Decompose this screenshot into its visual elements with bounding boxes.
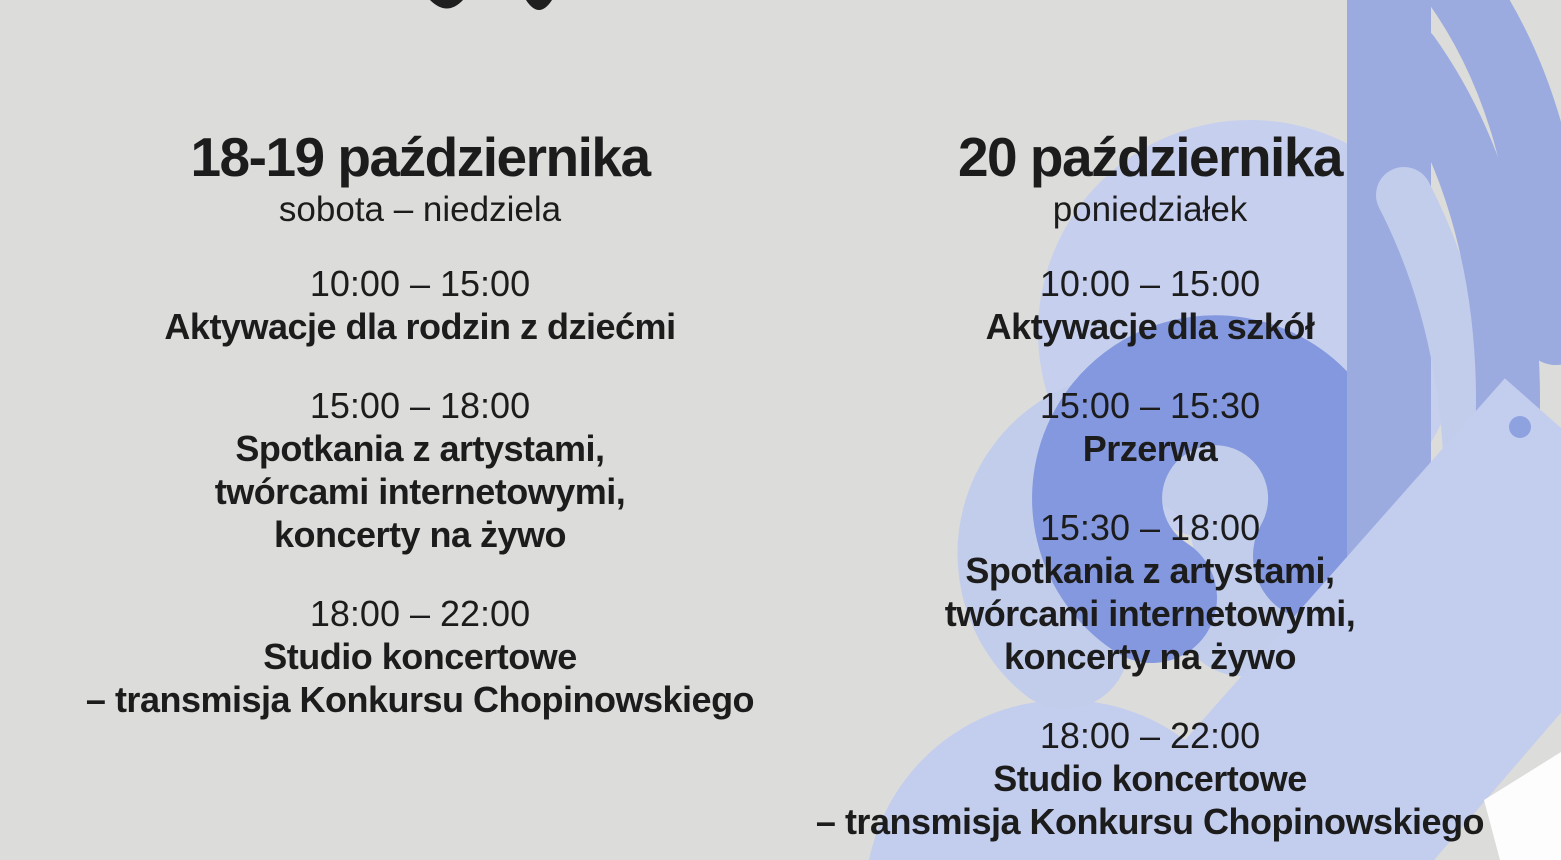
column-title: 18-19 października — [190, 126, 650, 188]
event-title-line: Przerwa — [1082, 428, 1218, 469]
event-title-line: – transmisja Konkursu Chopinowskiego — [815, 801, 1485, 842]
schedule-event — [30, 592, 810, 721]
event-title-line: twórcami internetowymi, — [214, 471, 626, 512]
column-title: 20 października — [957, 126, 1343, 188]
schedule-column-weekend — [30, 126, 810, 757]
event-time: 15:30 – 18:00 — [1039, 507, 1261, 548]
schedule-event — [760, 714, 1540, 843]
event-title-line: Aktywacje dla rodzin z dziećmi — [164, 306, 676, 347]
event-title-line: twórcami internetowymi, — [944, 593, 1356, 634]
schedule-event — [30, 262, 810, 348]
event-title-line: Aktywacje dla szkół — [985, 306, 1315, 347]
schedule-event — [760, 262, 1540, 348]
event-title-line: Studio koncertowe — [263, 636, 577, 677]
event-title-line: koncerty na żywo — [1003, 636, 1297, 677]
schedule-event — [760, 506, 1540, 678]
event-time: 10:00 – 15:00 — [1039, 263, 1261, 304]
event-title-line: Spotkania z artystami, — [235, 428, 605, 469]
event-title-line: Spotkania z artystami, — [965, 550, 1335, 591]
event-title-line: koncerty na żywo — [273, 514, 567, 555]
event-time: 15:00 – 15:30 — [1039, 385, 1261, 426]
event-title-line: – transmisja Konkursu Chopinowskiego — [85, 679, 755, 720]
event-time: 15:00 – 18:00 — [309, 385, 531, 426]
schedule-event — [30, 384, 810, 556]
event-time: 18:00 – 22:00 — [1039, 715, 1261, 756]
event-time: 18:00 – 22:00 — [309, 593, 531, 634]
schedule-column-monday — [760, 126, 1540, 860]
event-time: 10:00 – 15:00 — [309, 263, 531, 304]
schedule-event — [760, 384, 1540, 470]
event-title-line: Studio koncertowe — [993, 758, 1307, 799]
column-subtitle: sobota – niedziela — [278, 190, 562, 229]
column-subtitle: poniedziałek — [1052, 190, 1248, 229]
